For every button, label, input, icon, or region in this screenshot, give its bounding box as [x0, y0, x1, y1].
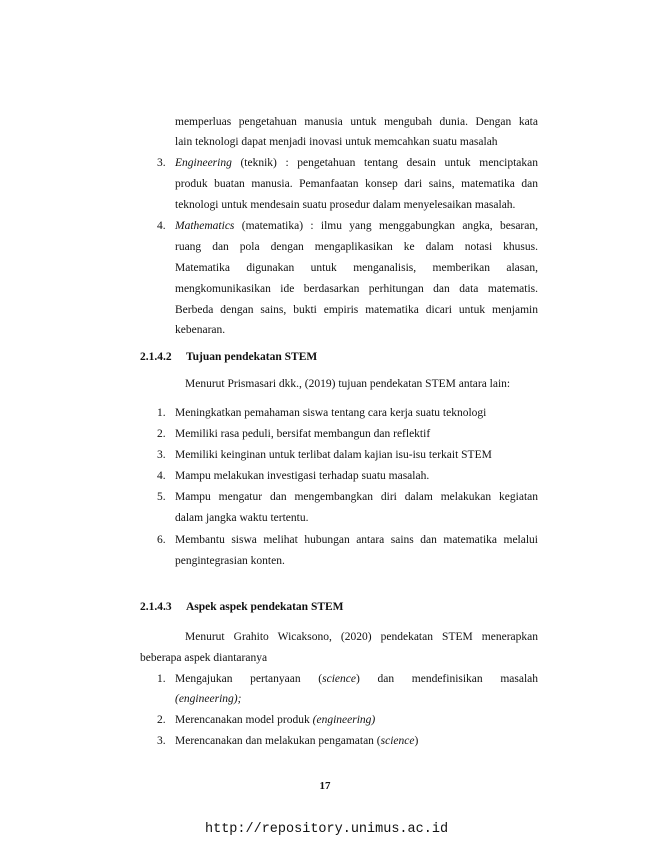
list-item-line: Merencanakan dan melakukan pengamatan (science): [175, 735, 419, 747]
list-item-line: pengintegrasian konten.: [175, 555, 285, 567]
page-number: 17: [319, 780, 331, 792]
list-item-line: Membantu siswa melihat hubungan antara sains dan matematika melalui: [175, 534, 538, 546]
paragraph-line: Menurut Prismasari dkk., (2019) tujuan pendekatan STEM antara lain:: [185, 378, 511, 390]
list-number: 3.: [157, 449, 166, 461]
list-item-line: ruang dan pola dengan mengaplikasikan ke dalam notasi khusus.: [175, 241, 538, 253]
paragraph-line: lain teknologi dapat menjadi inovasi untuk memcahkan suatu masalah: [175, 136, 498, 148]
list-item-line: Merencanakan model produk (engineering): [175, 714, 376, 726]
list-item-line: Mampu melakukan investigasi terhadap suatu masalah.: [175, 470, 430, 482]
list-number: 3.: [157, 735, 166, 747]
section-heading: 2.1.4.3 Aspek aspek pendekatan STEM: [140, 601, 344, 613]
list-number: 3.: [157, 157, 166, 169]
list-number: 1.: [157, 673, 166, 685]
list-item-line: Memiliki keinginan untuk terlibat dalam kajian isu-isu terkait STEM: [175, 449, 492, 461]
term: Mathematics: [175, 220, 235, 232]
list-item-line: Meningkatkan pemahaman siswa tentang cara kerja suatu teknologi: [175, 407, 487, 419]
list-item-line: Mengajukan pertanyaan (science) dan mendefinisikan masalah: [175, 673, 539, 685]
list-item-line: kebenaran.: [175, 324, 226, 336]
list-item-line: produk buatan manusia. Pemanfaatan konsep dari sains, matematika dan: [175, 178, 538, 190]
list-item-line: Berbeda dengan sains, bukti empiris matematika dicari untuk menjamin: [175, 304, 538, 316]
paragraph-line: Menurut Grahito Wicaksono, (2020) pendekatan STEM menerapkan: [185, 631, 538, 643]
list-item-line: Mathematics (matematika) : ilmu yang menggabungkan angka, besaran,: [175, 220, 538, 232]
section-heading: 2.1.4.2 Tujuan pendekatan STEM: [140, 351, 318, 363]
list-item-line: (engineering);: [175, 693, 242, 705]
list-item-line: Matematika digunakan untuk menganalisis, memberikan alasan,: [175, 262, 538, 274]
list-number: 4.: [157, 470, 166, 482]
list-number: 6.: [157, 534, 166, 546]
list-item-line: mengkomunikasikan ide berdasarkan perhitungan dan data matematis.: [175, 283, 538, 295]
paragraph-line: memperluas pengetahuan manusia untuk mengubah dunia. Dengan kata: [175, 116, 538, 128]
list-item-line: Mampu mengatur dan mengembangkan diri dalam melakukan kegiatan: [175, 491, 538, 503]
footer-url[interactable]: http://repository.unimus.ac.id: [205, 822, 449, 837]
list-number: 2.: [157, 714, 166, 726]
list-number: 4.: [157, 220, 166, 232]
list-item-line: Engineering (teknik) : pengetahuan tentang desain untuk menciptakan: [175, 157, 538, 169]
list-number: 1.: [157, 407, 166, 419]
paragraph-line: beberapa aspek diantaranya: [140, 652, 268, 664]
list-number: 5.: [157, 491, 166, 503]
list-item-line: teknologi untuk mendesain suatu prosedur dalam menyelesaikan masalah.: [175, 199, 516, 211]
list-item-line: dalam jangka waktu tertentu.: [175, 512, 309, 524]
list-item-line: Memiliki rasa peduli, bersifat membangun dan reflektif: [175, 428, 431, 440]
list-number: 2.: [157, 428, 166, 440]
term: Engineering: [175, 157, 232, 169]
